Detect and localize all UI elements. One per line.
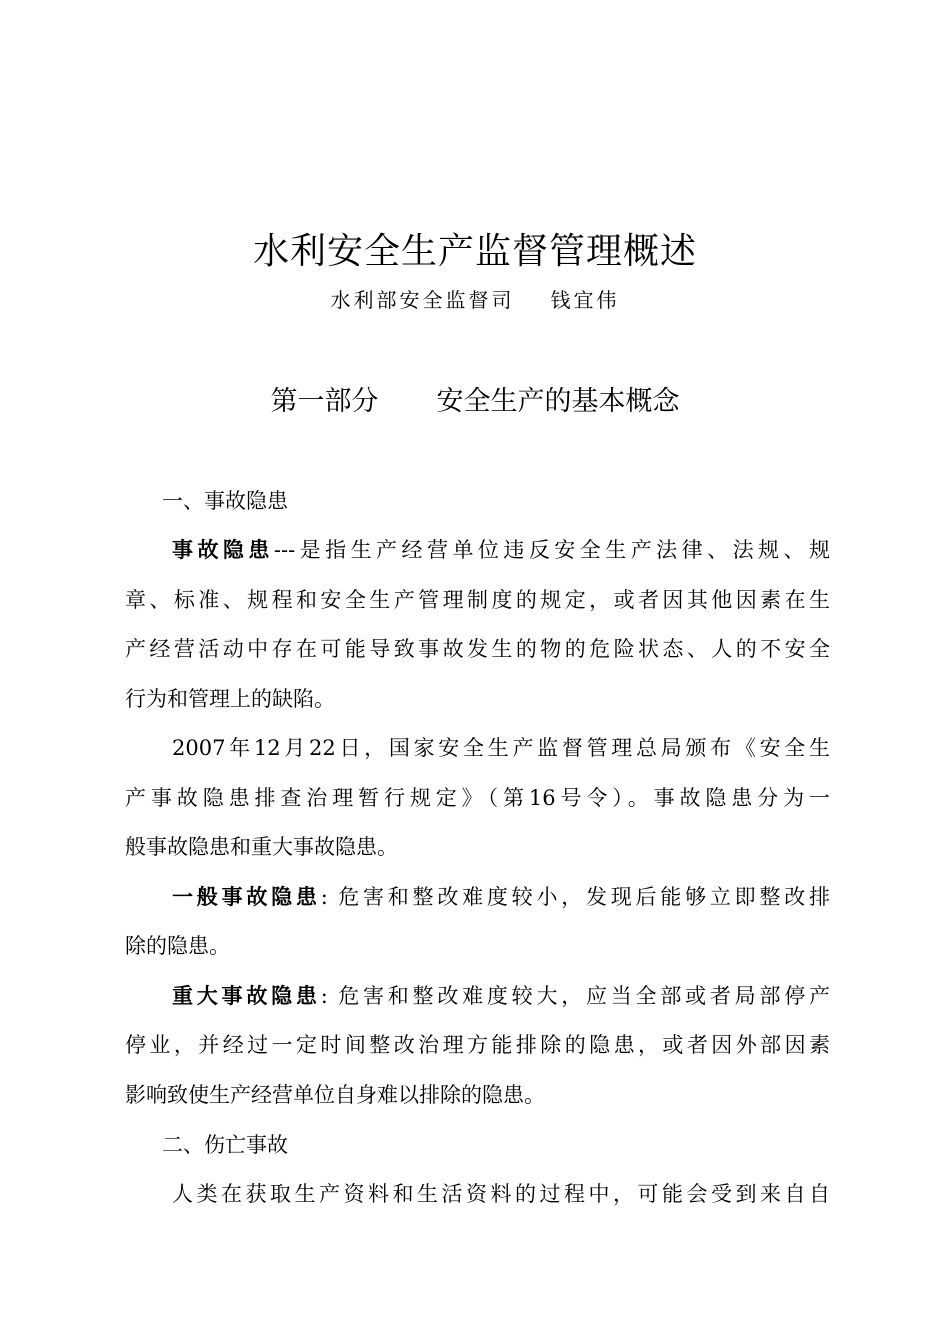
paragraph-hazard-definition <box>125 526 830 724</box>
author-organization: 水利部安全监督司 <box>330 288 515 312</box>
document-title: 水利安全生产监督管理概述 <box>252 231 697 272</box>
paragraph-general-hazard <box>125 873 830 972</box>
author-name: 钱宜伟 <box>550 288 620 312</box>
section-heading-hazards: 一、事故隐患 <box>162 489 288 513</box>
term-general-hazard: 一般事故隐患 <box>172 884 321 909</box>
text-line: 产事故隐患排查治理暂行规定》（第16号令）。事故隐患分为一 <box>125 785 830 810</box>
part-heading <box>0 380 950 424</box>
text-line: 行为和管理上的缺陷。 <box>125 686 335 711</box>
document-body <box>125 476 830 1220</box>
paragraph-casualty-intro <box>125 1170 830 1220</box>
paragraph-major-hazard <box>125 972 830 1121</box>
section-heading-casualty-accidents: 二、伤亡事故 <box>162 1133 288 1157</box>
text-line: 章、标准、规程和安全生产管理制度的规定，或者因其他因素在生 <box>125 587 830 612</box>
text-line: 2007年12月22日，国家安全生产监督管理总局颁布《安全生 <box>172 736 830 760</box>
term-hazard: 事故隐患 <box>172 538 274 562</box>
text-line: 除的隐患。 <box>125 934 230 958</box>
text-line: 一般事故隐患: 危害和整改难度较小，发现后能够立即整改排 <box>172 884 831 909</box>
text-line: 停业，并经过一定时间整改治理方能排除的隐患，或者因外部因素 <box>125 1033 830 1057</box>
text-line: 事故隐患---是指生产经营单位违反安全生产法律、法规、规 <box>172 538 830 562</box>
part-name: 安全生产的基本概念 <box>436 386 680 417</box>
text-line: 产经营活动中存在可能导致事故发生的物的危险状态、人的不安全 <box>125 637 830 661</box>
paragraph-regulation <box>125 724 830 873</box>
text-line: 影响致使生产经营单位自身难以排除的隐患。 <box>125 1082 545 1107</box>
part-number: 第一部分 <box>270 386 379 417</box>
term-major-hazard: 重大事故隐患 <box>172 983 321 1008</box>
text-line: 般事故隐患和重大事故隐患。 <box>125 835 398 859</box>
text-line: 重大事故隐患: 危害和整改难度较大，应当全部或者局部停产 <box>172 983 831 1008</box>
author-line <box>0 284 950 316</box>
text-line: 人类在获取生产资料和生活资料的过程中，可能会受到来自自 <box>172 1182 830 1206</box>
